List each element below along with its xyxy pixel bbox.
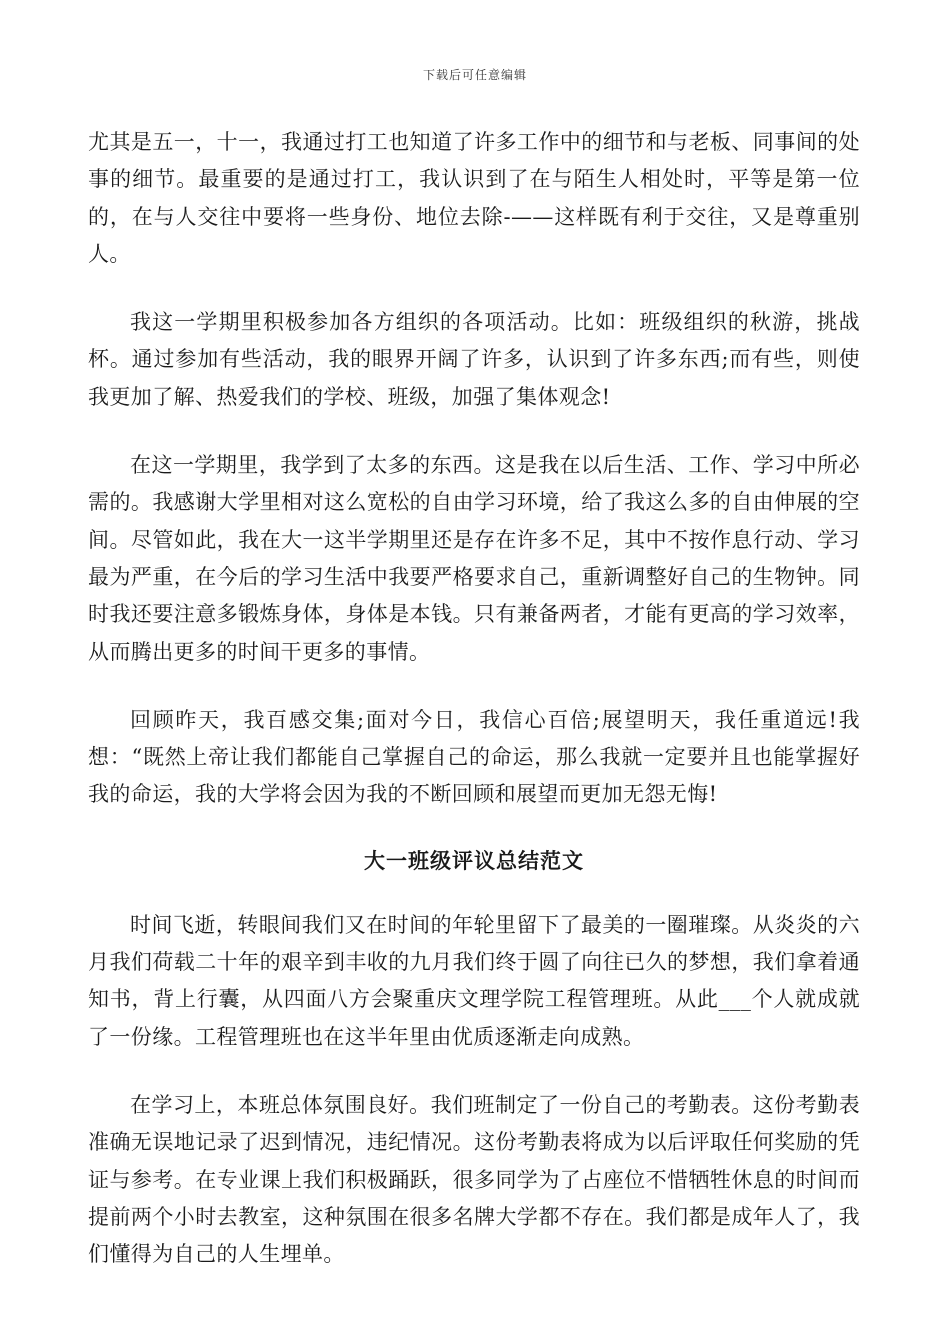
page-header-note: 下载后可任意编辑 — [422, 68, 527, 82]
paragraph-4: 回顾昨天，我百感交集;面对今日，我信心百倍;展望明天，我任重道远!我想：“既然上帝让我们都能自己掌握自己的命运，那么我就一定要并且也能掌握好我的命运，我的大学将会因为我的不断回顾和展望而更加无怨无悔! — [88, 707, 860, 807]
paragraph-3: 在这一学期里，我学到了太多的东西。这是我在以后生活、工作、学习中所必需的。我感谢大学里相对这么宽松的自由学习环境，给了我这么多的自由伸展的空间。尽管如此，我在大一这半学期里还是存在许多不足，其中不按作息行动、学习最为严重，在今后的学习生活中我要严格要求自己，重新调整好自己的生物钟。同时我还要注意多锻炼身体，身体是本钱。只有兼备两者，才能有更高的学习效率，从而腾出更多的时间干更多的事情。 — [88, 453, 860, 664]
paragraph-5: 时间飞逝，转眼间我们又在时间的年轮里留下了最美的一圈璀璨。从炎炎的六月我们荷载二十年的艰辛到丰收的九月我们终于圆了向往已久的梦想，我们拿着通知书，背上行囊，从四面八方会聚重庆文理学院工程管理班。从此___个人就成就了一份缘。工程管理班也在这半年里由优质逐渐走向成熟。 — [88, 912, 860, 1049]
paragraph-6: 在学习上，本班总体氛围良好。我们班制定了一份自己的考勤表。这份考勤表准确无误地记录了迟到情况，违纪情况。这份考勤表将成为以后评取任何奖励的凭证与参考。在专业课上我们积极踊跃，很多同学为了占座位不惜牺牲休息的时间而提前两个小时去教室，这种氛围在很多名牌大学都不存在。我们都是成年人了，我们懂得为自己的人生埋单。 — [88, 1092, 860, 1267]
document-body — [88, 124, 860, 1273]
section-title: 大一班级评议总结范文 — [364, 847, 584, 873]
paragraph-2: 我这一学期里积极参加各方组织的各项活动。比如：班级组织的秋游，挑战杯。通过参加有些活动，我的眼界开阔了许多，认识到了许多东西;而有些，则使我更加了解、热爱我们的学校、班级，加强了集体观念! — [88, 310, 860, 409]
paragraph-1: 尤其是五一，十一，我通过打工也知道了许多工作中的细节和与老板、同事间的处事的细节。最重要的是通过打工，我认识到了在与陌生人相处时，平等是第一位的，在与人交往中要将一些身份、地位去除-——这样既有利于交往，又是尊重别人。 — [88, 130, 860, 266]
